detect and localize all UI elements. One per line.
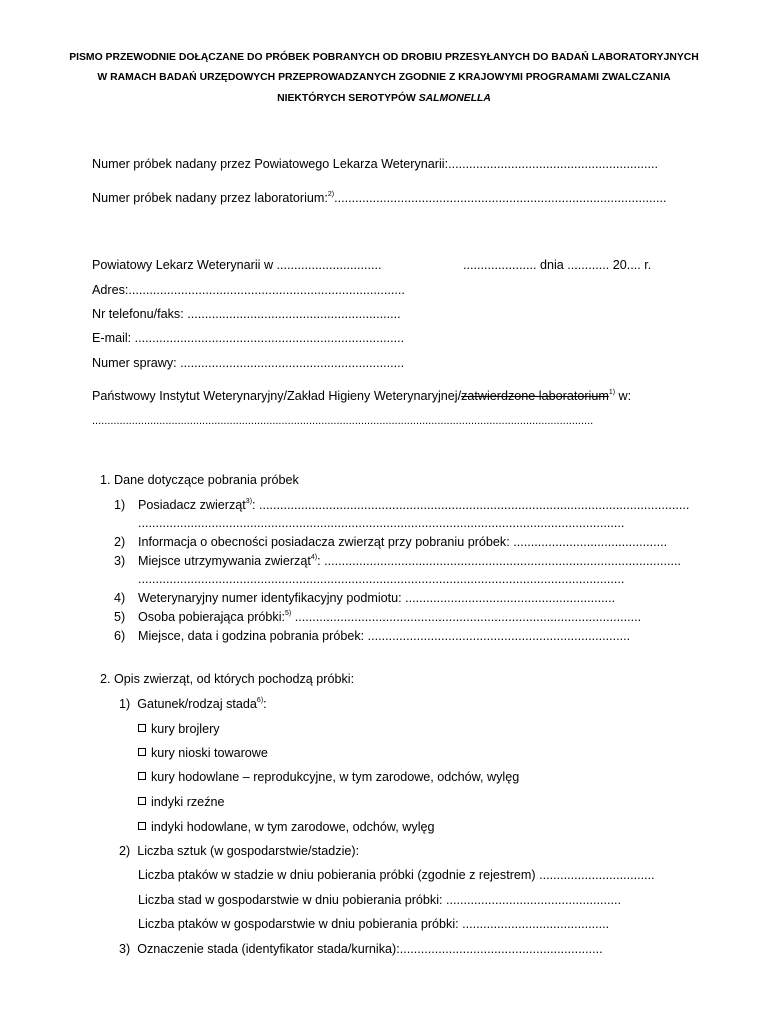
checkbox-icon[interactable] bbox=[138, 724, 146, 732]
case-number-field[interactable]: Numer sprawy: ................................................................ bbox=[92, 356, 405, 370]
field-dots: ................................................................................................... bbox=[291, 610, 642, 624]
animal-location-field[interactable] bbox=[138, 553, 681, 569]
institute-dots-field[interactable]: .................................................................................................................................................................... bbox=[92, 415, 594, 427]
address-field[interactable]: Adres:............................................................................... bbox=[92, 283, 405, 297]
date-field[interactable]: ..................... dnia ............ 20.... r. bbox=[463, 258, 652, 272]
title-line-3-prefix: NIEKTÓRYCH SEROTYPÓW bbox=[277, 93, 419, 104]
footnote-ref: 5) bbox=[285, 609, 292, 617]
flock-id-label: Oznaczenie stada (identyfikator stada/kurnika):.......................................................... bbox=[137, 942, 603, 956]
item-number: 1) bbox=[114, 498, 126, 512]
plw-sample-number-field[interactable]: Numer próbek nadany przez Powiatowego Lekarza Weterynarii:............................................................ bbox=[92, 157, 659, 171]
section-2-title: 2. Opis zwierząt, od których pochodzą próbki: bbox=[100, 672, 355, 686]
item-number: 5) bbox=[114, 610, 126, 624]
field-dots: : ........................................................................................................................... bbox=[252, 498, 690, 512]
item-number: 2) bbox=[119, 844, 131, 858]
option-laying-hens[interactable] bbox=[138, 745, 268, 761]
birds-in-flock-field[interactable]: Liczba ptaków w stadzie w dniu pobierania próbki (zgodnie z rejestrem) ................................. bbox=[138, 868, 655, 882]
footnote-ref: 4) bbox=[310, 553, 318, 561]
footnote-ref: 3) bbox=[245, 497, 253, 505]
option-label: kury brojlery bbox=[151, 722, 220, 736]
plw-location-field[interactable]: Powiatowy Lekarz Weterynarii w .............................. bbox=[92, 258, 382, 272]
phone-fax-field[interactable]: Nr telefonu/faks: ............................................................. bbox=[92, 307, 401, 321]
item-number: 3) bbox=[114, 554, 126, 568]
field-dots: ............................................................ bbox=[405, 591, 616, 605]
species-label: Gatunek/rodzaj stada bbox=[137, 697, 257, 711]
species-suffix: : bbox=[263, 697, 267, 711]
animal-owner-continuation-field[interactable]: ........................................................................................................................................... bbox=[138, 516, 625, 530]
checkbox-icon[interactable] bbox=[138, 797, 146, 805]
field-dots: : ...................................................................................................... bbox=[317, 554, 681, 568]
field-label: Miejsce, data i godzina pobrania próbek: bbox=[138, 629, 368, 643]
institute-line bbox=[92, 388, 631, 404]
title-line-3-italic: SALMONELLA bbox=[418, 93, 491, 104]
vet-id-number-field[interactable] bbox=[138, 590, 615, 606]
animal-location-continuation-field[interactable]: ........................................................................................................................................... bbox=[138, 572, 625, 586]
option-label: kury nioski towarowe bbox=[151, 746, 268, 760]
field-label: Posiadacz zwierząt bbox=[138, 498, 246, 512]
sampling-place-date-time-field[interactable] bbox=[138, 628, 630, 644]
item-number: 4) bbox=[114, 591, 126, 605]
flock-id-field[interactable] bbox=[119, 941, 603, 957]
animal-owner-field[interactable] bbox=[138, 497, 689, 513]
lab-sample-number-field[interactable] bbox=[92, 190, 667, 206]
option-fattening-turkeys[interactable] bbox=[138, 794, 225, 810]
species-item bbox=[119, 696, 267, 712]
sampler-field[interactable] bbox=[138, 609, 641, 625]
item-number: 3) bbox=[119, 942, 131, 956]
document-title-line-2: W RAMACH BADAŃ URZĘDOWYCH PRZEPROWADZANYCH ZGODNIE Z KRAJOWYMI PROGRAMAMI ZWALCZANIA bbox=[97, 72, 671, 83]
institute-text: Państwowy Instytut Weterynaryjny/Zakład Higieny Weterynaryjnej/ bbox=[92, 389, 462, 403]
section-1-title: 1. Dane dotyczące pobrania próbek bbox=[100, 473, 299, 487]
field-label: Informacja o obecności posiadacza zwierząt przy pobraniu próbek: bbox=[138, 535, 514, 549]
option-label: indyki rzeźne bbox=[151, 795, 225, 809]
item-number: 6) bbox=[114, 629, 126, 643]
lab-sample-number-label: Numer próbek nadany przez laboratorium: bbox=[92, 191, 328, 205]
item-number: 1) bbox=[119, 697, 131, 711]
flocks-in-farm-field[interactable]: Liczba stad w gospodarstwie w dniu pobierania próbki: .................................................. bbox=[138, 893, 621, 907]
birds-in-farm-field[interactable]: Liczba ptaków w gospodarstwie w dniu pobierania próbki: .......................................... bbox=[138, 917, 610, 931]
field-label: Miejsce utrzymywania zwierząt bbox=[138, 554, 311, 568]
field-label: Weterynaryjny numer identyfikacyjny podmiotu: bbox=[138, 591, 406, 605]
option-broilers[interactable] bbox=[138, 721, 220, 737]
checkbox-icon[interactable] bbox=[138, 748, 146, 756]
footnote-ref: 2) bbox=[327, 190, 335, 198]
count-label: Liczba sztuk (w gospodarstwie/stadzie): bbox=[137, 844, 360, 858]
footnote-ref: 6) bbox=[256, 696, 264, 704]
option-breeding-hens[interactable] bbox=[138, 769, 519, 785]
count-item bbox=[119, 843, 359, 859]
field-dots: ............................................ bbox=[513, 535, 668, 549]
option-label: kury hodowlane – reprodukcyjne, w tym zarodowe, odchów, wylęg bbox=[151, 770, 520, 784]
option-label: indyki hodowlane, w tym zarodowe, odchów, wylęg bbox=[151, 820, 435, 834]
lab-sample-number-dots: ............................................................................................... bbox=[334, 191, 667, 205]
option-breeding-turkeys[interactable] bbox=[138, 819, 435, 835]
document-title-line-1: PISMO PRZEWODNIE DOŁĄCZANE DO PRÓBEK POBRANYCH OD DROBIU PRZESYŁANYCH DO BADAŃ LABORATORYJNYCH bbox=[69, 52, 699, 63]
owner-presence-field[interactable] bbox=[138, 534, 667, 550]
footnote-ref: 1) bbox=[608, 388, 616, 396]
checkbox-icon[interactable] bbox=[138, 772, 146, 780]
struck-text: zatwierdzone laboratorium bbox=[461, 389, 609, 403]
checkbox-icon[interactable] bbox=[138, 822, 146, 830]
field-label: Osoba pobierająca próbki: bbox=[138, 610, 286, 624]
document-title-line-3 bbox=[60, 92, 708, 106]
item-number: 2) bbox=[114, 535, 126, 549]
institute-suffix: w: bbox=[615, 389, 632, 403]
email-field[interactable]: E-mail: ............................................................................. bbox=[92, 331, 405, 345]
field-dots: ........................................................................... bbox=[367, 629, 631, 643]
